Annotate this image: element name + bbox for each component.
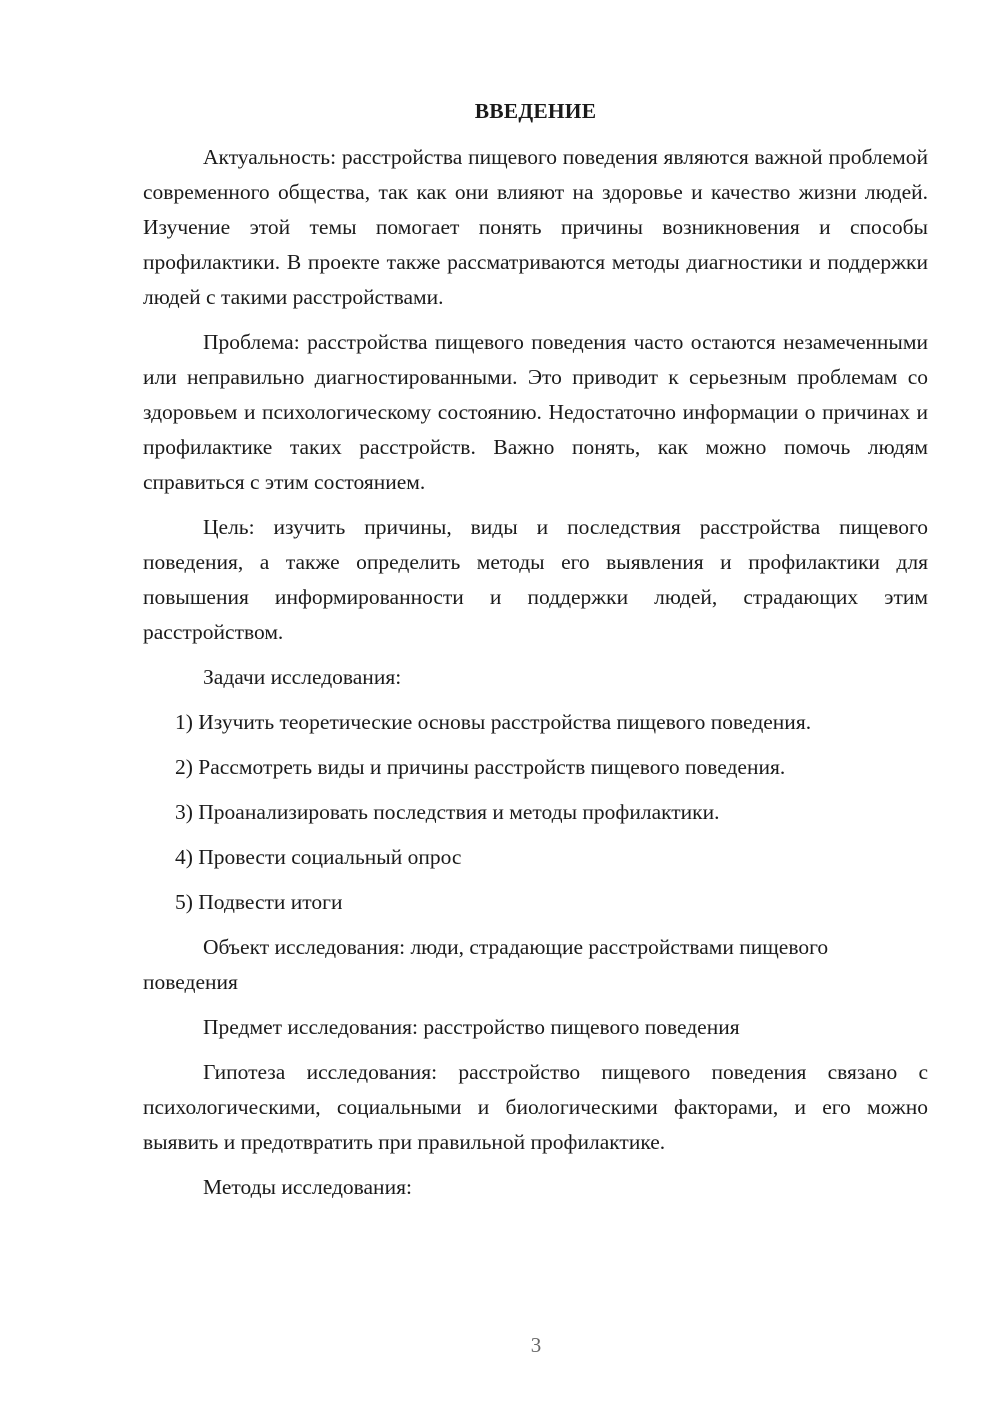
- paragraph-relevance: Актуальность: расстройства пищевого поведения являются важной проблемой современного общества, так как они влияют на здоровье и качество жизни людей. Изучение этой темы помогает понять причины возникновения и способы профилактики. В проекте также рассматриваются методы диагностики и поддержки людей с такими расстройствами.: [143, 145, 928, 309]
- list-item: 2) Рассмотреть виды и причины расстройств пищевого поведения.: [175, 755, 786, 779]
- paragraph-methods-heading: Методы исследования:: [203, 1175, 412, 1199]
- list-item: 3) Проанализировать последствия и методы профилактики.: [175, 800, 720, 824]
- paragraph-subject: Предмет исследования: расстройство пищевого поведения: [203, 1015, 740, 1039]
- list-item: 5) Подвести итоги: [175, 890, 343, 914]
- paragraph-object: Объект исследования: люди, страдающие расстройствами пищевого поведения: [143, 935, 829, 994]
- paragraph-hypothesis: Гипотеза исследования: расстройство пищевого поведения связано с психологическими, социальными и биологическими факторами, и его можно выявить и предотвратить при правильной профилактике.: [143, 1060, 928, 1154]
- list-item: 1) Изучить теоретические основы расстройства пищевого поведения.: [175, 710, 812, 734]
- section-title: ВВЕДЕНИЕ: [474, 99, 597, 123]
- document-body: [143, 94, 928, 1215]
- paragraph-goal: Цель: изучить причины, виды и последствия расстройства пищевого поведения, а также определить методы его выявления и профилактики для повышения информированности и поддержки людей, страдающих этим расстройством.: [143, 515, 928, 644]
- paragraph-tasks-heading: Задачи исследования:: [203, 665, 402, 689]
- paragraph-problem: Проблема: расстройства пищевого поведения часто остаются незамеченными или неправильно диагностированными. Это приводит к серьезным проблемам со здоровьем и психологическому состоянию. Недостаточно информации о причинах и профилактике таких расстройств. Важно понять, как можно помочь людям справиться с этим состоянием.: [143, 330, 928, 494]
- tasks-list: [143, 705, 928, 920]
- list-item: 4) Провести социальный опрос: [175, 845, 462, 869]
- page-number: 3: [530, 1333, 542, 1357]
